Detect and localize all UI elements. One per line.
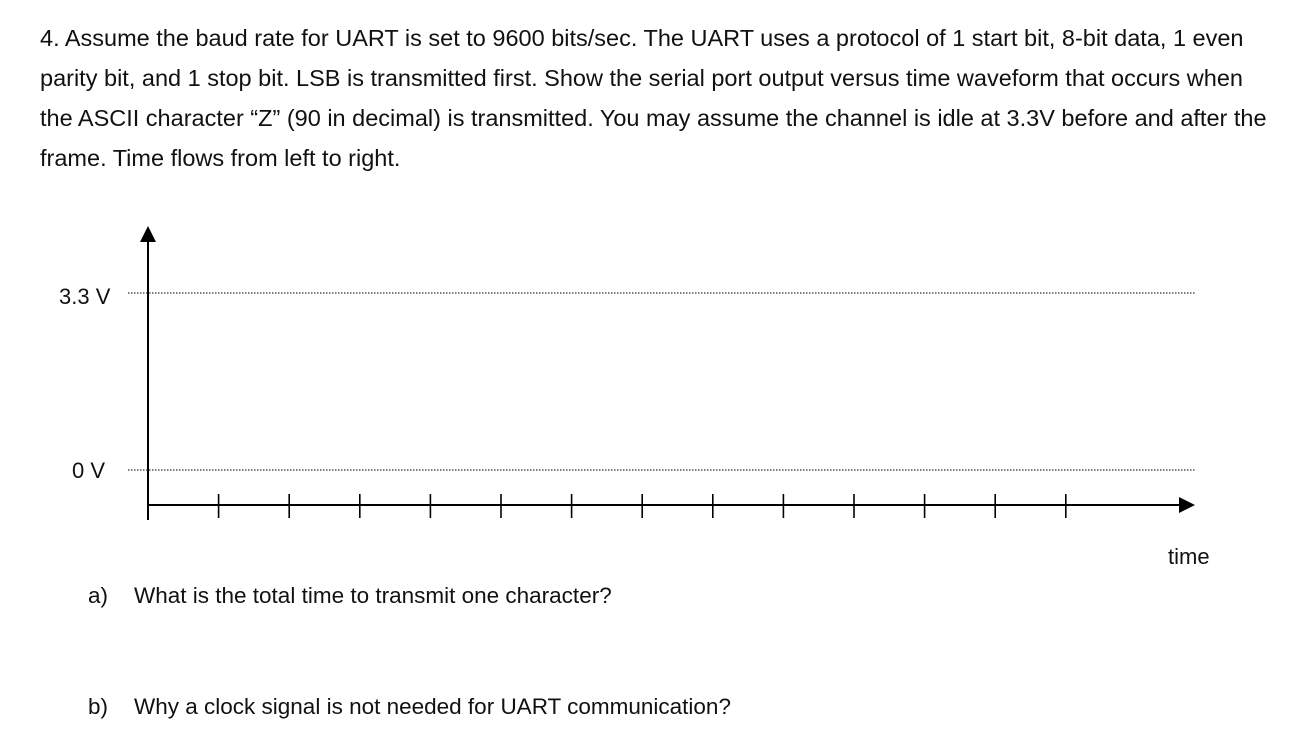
question-text: 4. Assume the baud rate for UART is set to 9600 bits/sec. The UART uses a protocol of 1 start bit, 8-bit data, 1 even parity bit, and 1 stop bit. LSB is transmitted first. Show the serial port output versus time waveform that occurs when the ASCII character “Z” (90 in decimal) is transmitted. You may assume the channel is idle at 3.3V before and after the frame. Time flows from left to right.	[40, 25, 1267, 171]
part-a-text: What is the total time to transmit one character?	[134, 583, 612, 608]
part-a-marker: a)	[88, 583, 109, 608]
part-b-text: Why a clock signal is not needed for UART communication?	[134, 694, 731, 719]
time-axis-label: time	[1168, 544, 1210, 569]
voltage-axis-arrow	[140, 226, 156, 242]
question-part-a	[88, 583, 612, 609]
part-b-marker: b)	[88, 694, 109, 719]
high-voltage-label: 3.3 V	[59, 284, 111, 309]
question-part-b	[88, 694, 731, 720]
low-voltage-label: 0 V	[72, 458, 106, 483]
time-axis-arrow	[1179, 497, 1195, 513]
